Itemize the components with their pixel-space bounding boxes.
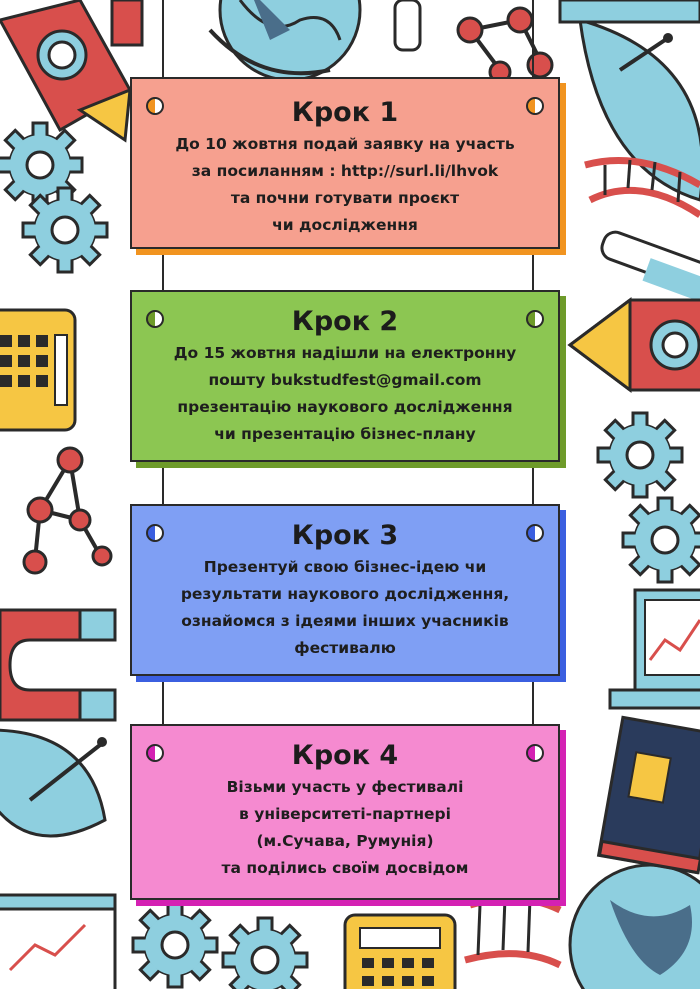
step-card-1	[130, 77, 560, 249]
step-line: Презентуй свою бізнес-ідею чи	[203, 558, 487, 576]
chart-board-icon	[0, 895, 115, 989]
step-line: До 10 жовтня подай заявку на участь	[175, 135, 515, 153]
hole-icon	[526, 524, 544, 542]
step-line: фестивалю	[294, 639, 396, 657]
hole-icon	[146, 310, 164, 328]
step-title: Крок 3	[291, 520, 399, 551]
step-line: результати наукового дослідження,	[180, 585, 510, 603]
step-line: за посиланням : http://surl.li/lhvok	[191, 162, 499, 180]
step-line: До 15 жовтня надішли на електронну	[173, 344, 517, 362]
satellite-dish-icon	[0, 730, 107, 836]
step-description	[132, 554, 558, 662]
step-line: та почни готувати проєкт	[230, 189, 460, 207]
step-line: ознайомся з ідеями інших учасників	[181, 612, 509, 630]
rocket-icon	[0, 0, 142, 140]
molecule-icon	[24, 448, 111, 573]
step-card-3	[130, 504, 560, 676]
hole-icon	[526, 310, 544, 328]
step-description	[132, 774, 558, 882]
step-line: Візьми участь у фестивалі	[226, 778, 464, 796]
laptop-chart-icon	[610, 590, 700, 708]
step-line: чи дослідження	[272, 216, 418, 234]
step-line: пошту bukstudfest@gmail.com	[208, 371, 482, 389]
step-line: презентацію наукового дослідження	[177, 398, 513, 416]
globe-icon	[210, 0, 360, 80]
globe-icon	[570, 865, 700, 989]
molecule-icon	[395, 0, 552, 82]
magnet-icon	[0, 610, 115, 720]
hole-icon	[146, 744, 164, 762]
test-tube-icon	[599, 229, 700, 301]
dna-icon	[465, 898, 560, 965]
hole-icon	[526, 97, 544, 115]
step-description	[132, 131, 558, 239]
step-description	[132, 340, 558, 448]
step-title: Крок 4	[291, 740, 399, 771]
step-card-4	[130, 724, 560, 900]
step-title: Крок 2	[291, 306, 399, 337]
step-line: в університеті-партнері	[239, 805, 451, 823]
rocket-icon	[570, 300, 700, 390]
step-title: Крок 1	[291, 97, 399, 128]
book-icon	[599, 717, 700, 872]
step-line: (м.Сучава, Румунія)	[256, 832, 434, 850]
hole-icon	[146, 97, 164, 115]
hole-icon	[146, 524, 164, 542]
step-line: та поділись своїм досвідом	[221, 859, 469, 877]
hole-icon	[526, 744, 544, 762]
calculator-icon	[345, 915, 455, 989]
step-line: чи презентацію бізнес-плану	[214, 425, 476, 443]
step-card-2	[130, 290, 560, 462]
calculator-icon	[0, 310, 75, 430]
